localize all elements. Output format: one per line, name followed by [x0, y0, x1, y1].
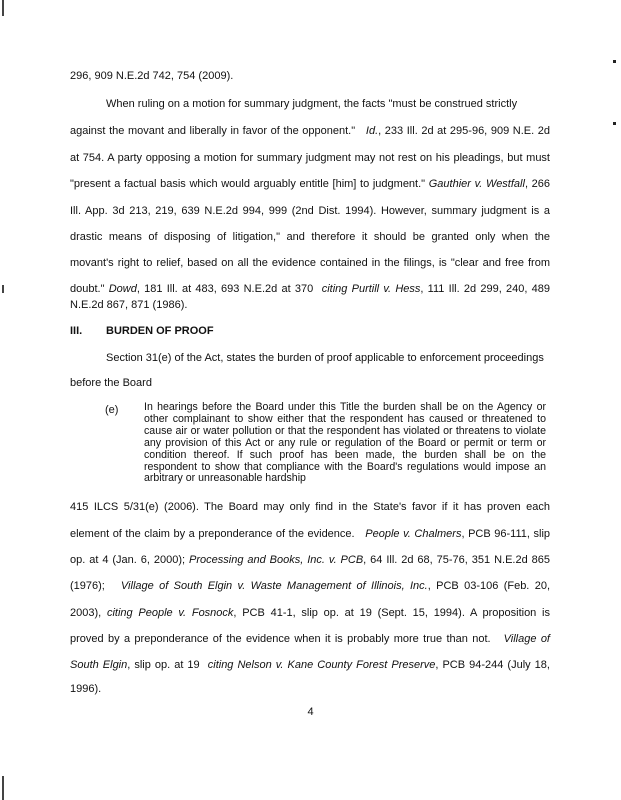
statute-subsection-marker: (e)	[105, 404, 119, 416]
body-line: at 754. A party opposing a motion for summary judgment may not rest on his pleadings, but must	[70, 152, 550, 164]
case-citation: Village of South Elgin v. Waste Management of Illinois, Inc.	[120, 580, 428, 592]
case-citation: People v. Chalmers	[365, 528, 462, 540]
statute-quotation: In hearings before the Board under this Title the burden shall be on the Agency or other complainant to show either that the respondent has caused or threatened to cause air or water pollution or that the respondent has violated or threatens to violate any provision of this Act or any rule or regulation of the Board or permit or term or condition thereof. If such proof has been made, the burden shall be on the respondent to show that compliance with the Board's regulations would impose an arbitrary or unreasonable hardship	[144, 401, 546, 485]
case-citation: Gauthier v. Westfall	[428, 178, 525, 190]
body-line: 1996).	[70, 683, 102, 695]
scan-dot	[613, 60, 616, 63]
body-line: "present a factual basis which would arguably entitle [him] to judgment." Gauthier v. Westfall, 266	[70, 178, 551, 190]
case-citation: Dowd	[108, 283, 137, 295]
case-citation: South Elgin	[70, 659, 128, 671]
body-line: doubt." Dowd, 181 Ill. at 483, 693 N.E.2d at 370 citing Purtill v. Hess, 111 Ill. 2d 299, 240, 489	[70, 283, 550, 295]
case-citation: citing Purtill v. Hess	[321, 283, 421, 295]
body-line: 2003), citing People v. Fosnock, PCB 41-1, slip op. at 19 (Sept. 15, 1994). A proposition is	[70, 607, 550, 619]
body-line: before the Board	[70, 377, 152, 389]
case-citation: Id.	[365, 125, 379, 137]
case-citation: Processing and Books, Inc. v. PCB	[189, 554, 364, 566]
section-heading: BURDEN OF PROOF	[106, 325, 214, 337]
body-line: drastic means of disposing of litigation," and therefore it should be granted only when the	[70, 231, 550, 243]
body-line: When ruling on a motion for summary judgment, the facts "must be construed strictly	[106, 98, 518, 110]
body-line: Section 31(e) of the Act, states the burden of proof applicable to enforcement proceedings	[106, 352, 544, 364]
body-line: South Elgin, slip op. at 19 citing Nelson v. Kane County Forest Preserve, PCB 94-244 (July 18,	[70, 659, 550, 671]
body-line: proved by a preponderance of the evidence when it is probably more true than not. Village of	[70, 633, 550, 645]
case-citation: citing People v. Fosnock	[106, 607, 234, 619]
body-line: against the movant and liberally in favor of the opponent." Id., 233 Ill. 2d at 295-96, 909 N.E. 2d	[70, 125, 551, 137]
body-line: 415 ILCS 5/31(e) (2006). The Board may only find in the State's favor if it has proven each	[70, 501, 550, 513]
body-line: movant's right to relief, based on all the evidence contained in the filings, is "clear and free from	[70, 257, 550, 269]
case-citation: Village of	[503, 633, 550, 645]
body-line: 296, 909 N.E.2d 742, 754 (2009).	[70, 70, 234, 82]
body-line: op. at 4 (Jan. 6, 2000); Processing and Books, Inc. v. PCB, 64 Ill. 2d 68, 75-76, 351 N.E.2d 865	[70, 554, 550, 566]
section-number: III.	[70, 325, 83, 337]
body-line: Ill. App. 3d 213, 219, 639 N.E.2d 994, 999 (2nd Dist. 1994). However, summary judgment is a	[70, 205, 550, 217]
scan-edge-mark	[2, 285, 4, 293]
page-number: 4	[307, 706, 314, 718]
scan-edge-mark	[2, 776, 4, 800]
body-line: element of the claim by a preponderance of the evidence. People v. Chalmers, PCB 96-111, slip	[70, 528, 550, 540]
body-line: (1976); Village of South Elgin v. Waste Management of Illinois, Inc., PCB 03-106 (Feb. 20,	[70, 580, 551, 592]
body-line: N.E.2d 867, 871 (1986).	[70, 299, 188, 311]
case-citation: citing Nelson v. Kane County Forest Preserve	[207, 659, 436, 671]
scan-dot	[613, 122, 616, 125]
scan-edge-mark	[2, 0, 4, 16]
